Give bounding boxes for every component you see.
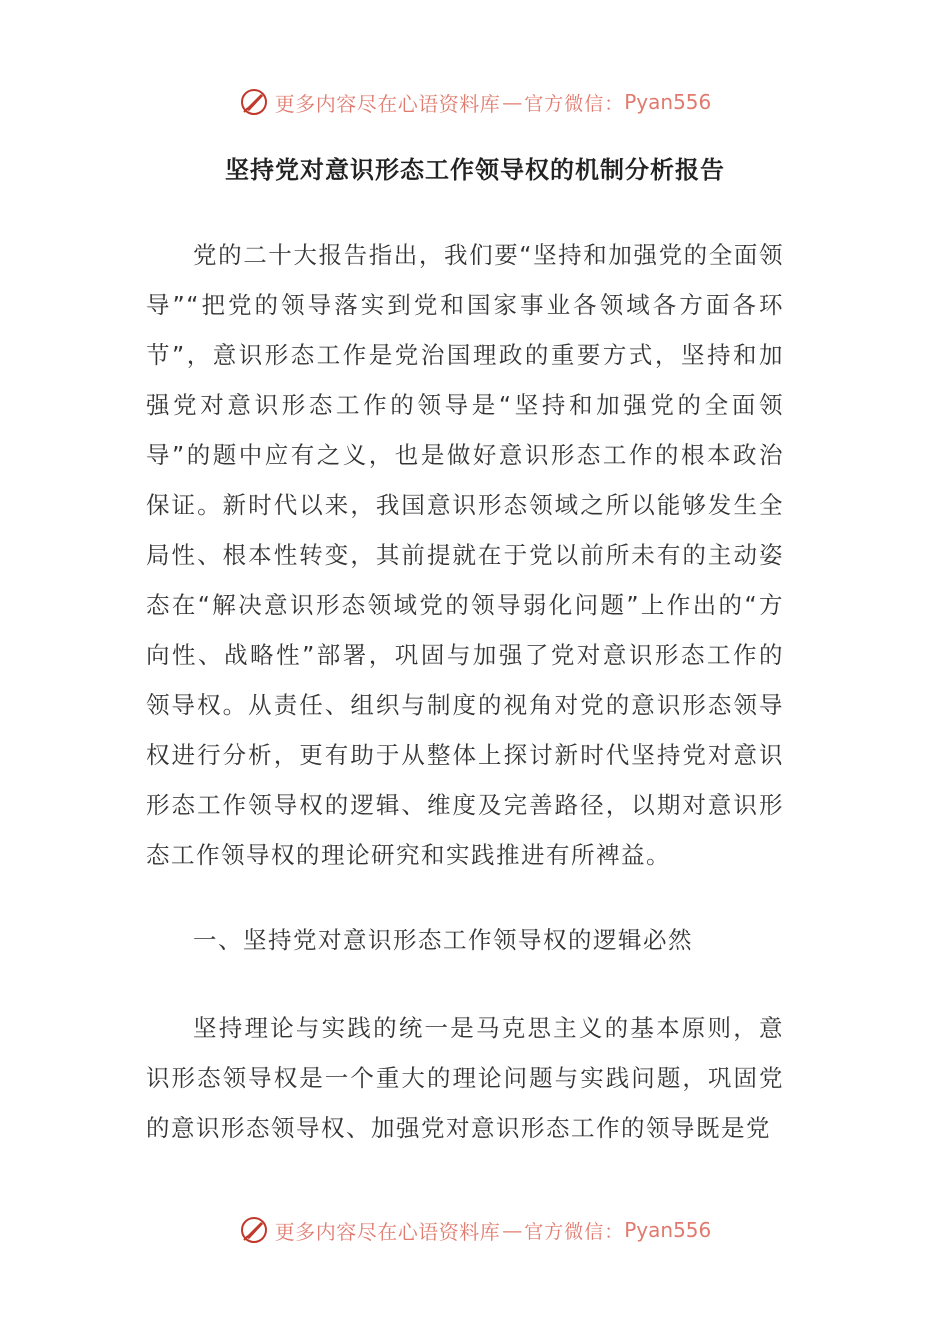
banner-wechat-id: Pyan556	[624, 90, 712, 114]
banner-separator: —	[502, 1218, 523, 1242]
paragraph-2-block	[146, 1003, 784, 1153]
paragraph-2: 坚持理论与实践的统一是马克思主义的基本原则，意识形态领导权是一个重大的理论问题与实践问题，巩固党的意识形态领导权、加强党对意识形态工作的领导既是党	[146, 1014, 784, 1142]
header-banner	[0, 82, 950, 122]
banner-wechat-id: Pyan556	[624, 1218, 712, 1242]
banner-official-label: 官方微信：	[524, 92, 625, 115]
document-title: 坚持党对意识形态工作领导权的机制分析报告	[225, 156, 725, 184]
quill-pen-logo-icon	[239, 87, 269, 117]
paragraph-1: 党的二十大报告指出，我们要“坚持和加强党的全面领导”“把党的领导落实到党和国家事业各领域各方面各环节”，意识形态工作是党治国理政的重要方式，坚持和加强党对意识形态工作的领导是“坚持和加强党的全面领导”的题中应有之义，也是做好意识形态工作的根本政治保证。新时代以来，我国意识形态领域之所以能够发生全局性、根本性转变，其前提就在于党以前所未有的主动姿态在“解决意识形态领域党的领导弱化问题”上作出的“方向性、战略性”部署，巩固与加强了党对意识形态工作的领导权。从责任、组织与制度的视角对党的意识形态领导权进行分析，更有助于从整体上探讨新时代坚持党对意识形态工作领导权的逻辑、维度及完善路径，以期对意识形态工作领导权的理论研究和实践推进有所裨益。	[146, 241, 784, 869]
paragraph-1-block	[146, 230, 784, 880]
section-heading-1: 一、坚持党对意识形态工作领导权的逻辑必然	[193, 926, 693, 954]
banner-official-label: 官方微信：	[524, 1220, 625, 1243]
banner-separator: —	[502, 90, 523, 114]
section-heading-block	[146, 915, 784, 965]
footer-banner	[0, 1210, 950, 1250]
banner-brand-text: 更多内容尽在心语资料库	[274, 1219, 501, 1244]
banner-brand-text: 更多内容尽在心语资料库	[274, 91, 501, 116]
quill-pen-logo-icon	[239, 1215, 269, 1245]
